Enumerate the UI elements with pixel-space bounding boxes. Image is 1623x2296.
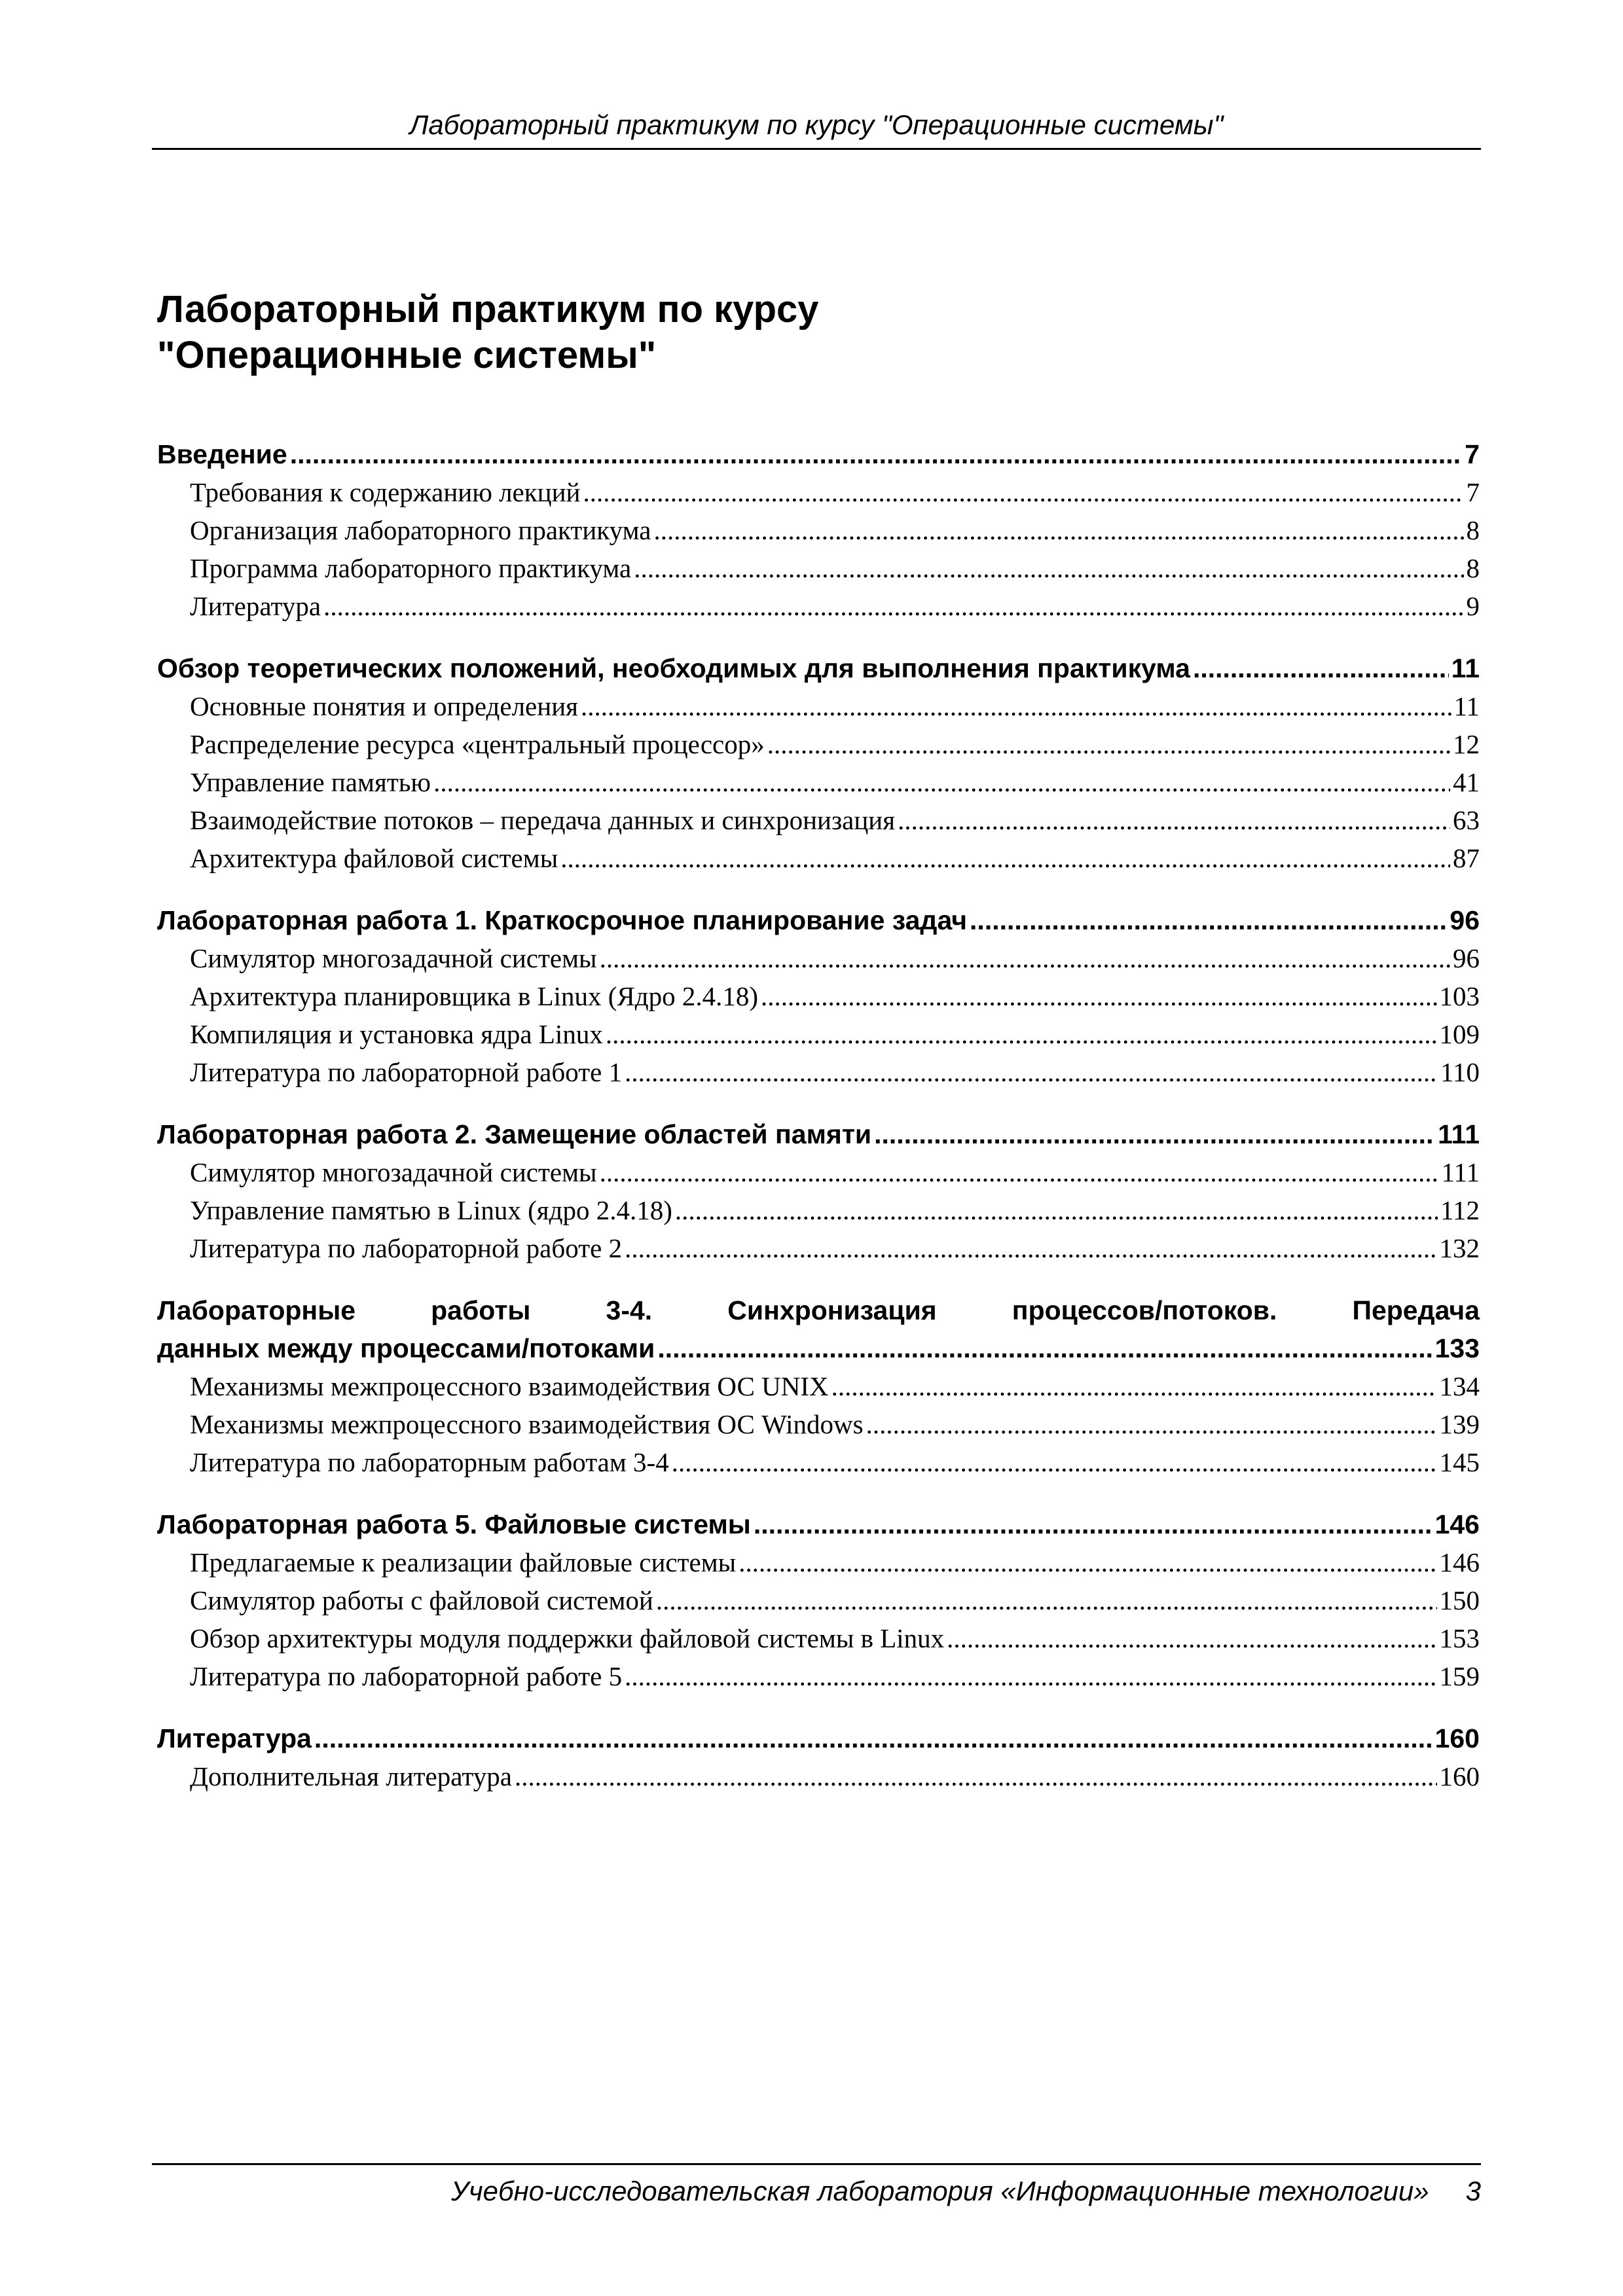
toc-entry[interactable] bbox=[157, 511, 1480, 549]
dot-leader bbox=[653, 511, 1463, 549]
toc-entry[interactable] bbox=[157, 1619, 1480, 1657]
dot-leader bbox=[625, 1657, 1436, 1695]
toc-chapter-page: 96 bbox=[1450, 905, 1480, 935]
dot-leader bbox=[433, 763, 1450, 801]
dot-leader bbox=[634, 549, 1463, 587]
dot-leader bbox=[672, 1443, 1437, 1481]
toc-entry[interactable] bbox=[157, 801, 1480, 839]
dot-leader bbox=[515, 1757, 1437, 1795]
running-header: Лабораторный практикум по курсу "Операционные системы" bbox=[409, 109, 1224, 140]
page-number: 3 bbox=[1465, 2176, 1481, 2206]
toc-entry-title: Литература bbox=[190, 591, 321, 621]
table-of-contents bbox=[157, 435, 1480, 1795]
toc-entry[interactable] bbox=[157, 687, 1480, 725]
dot-leader bbox=[581, 687, 1451, 725]
toc-entry-page: 150 bbox=[1439, 1585, 1480, 1615]
toc-entry-page: 87 bbox=[1453, 843, 1480, 873]
toc-entry-page: 132 bbox=[1439, 1233, 1480, 1263]
toc-entry[interactable] bbox=[157, 1229, 1480, 1267]
toc-entry[interactable] bbox=[157, 1757, 1480, 1795]
toc-entry-title: Архитектура файловой системы bbox=[190, 843, 558, 873]
toc-chapter-page: 160 bbox=[1434, 1723, 1480, 1753]
toc-chapter-title-line-2: данных между процессами/потоками bbox=[157, 1333, 655, 1363]
toc-chapter-page: 111 bbox=[1438, 1119, 1480, 1149]
toc-entry-page: 139 bbox=[1439, 1409, 1480, 1439]
toc-entry[interactable] bbox=[157, 1191, 1480, 1229]
toc-entry-page: 12 bbox=[1453, 729, 1480, 759]
toc-entry[interactable] bbox=[157, 473, 1480, 511]
toc-entry-page: 9 bbox=[1466, 591, 1480, 621]
page-title bbox=[157, 287, 1467, 378]
title-line-1: Лабораторный практикум по курсу bbox=[157, 288, 819, 331]
toc-entry[interactable] bbox=[157, 1405, 1480, 1443]
toc-entry-page: 63 bbox=[1453, 805, 1480, 835]
toc-entry-title: Симулятор многозадачной системы bbox=[190, 943, 597, 973]
toc-entry-title: Литература по лабораторной работе 1 bbox=[190, 1057, 623, 1087]
toc-entry-title: Архитектура планировщика в Linux (Ядро 2.4.18) bbox=[190, 981, 759, 1011]
title-line-2: "Операционные системы" bbox=[157, 334, 657, 376]
toc-entry-page: 111 bbox=[1441, 1157, 1480, 1187]
toc-entry-title: Литература по лабораторной работе 2 bbox=[190, 1233, 623, 1263]
dot-leader bbox=[560, 839, 1450, 877]
toc-entry-title: Управление памятью bbox=[190, 767, 431, 797]
toc-entry-page: 160 bbox=[1439, 1761, 1480, 1791]
toc-entry[interactable] bbox=[157, 587, 1480, 625]
toc-entry-title: Распределение ресурса «центральный процессор» bbox=[190, 729, 765, 759]
toc-entry-page: 146 bbox=[1439, 1547, 1480, 1577]
toc-entry[interactable] bbox=[157, 763, 1480, 801]
toc-entry-title: Организация лабораторного практикума bbox=[190, 515, 651, 545]
toc-entry[interactable] bbox=[157, 839, 1480, 877]
toc-entry-title: Основные понятия и определения bbox=[190, 691, 578, 721]
toc-entry[interactable] bbox=[157, 1153, 1480, 1191]
dot-leader bbox=[739, 1543, 1436, 1581]
toc-entry[interactable] bbox=[157, 549, 1480, 587]
toc-entry[interactable] bbox=[157, 1053, 1480, 1091]
toc-chapter-title: Лабораторная работа 5. Файловые системы bbox=[157, 1509, 751, 1539]
toc-entry-page: 8 bbox=[1466, 515, 1480, 545]
dot-leader bbox=[831, 1367, 1437, 1405]
toc-chapter-page: 133 bbox=[1434, 1333, 1480, 1363]
toc-entry-title: Симулятор многозадачной системы bbox=[190, 1157, 597, 1187]
dot-leader bbox=[656, 1581, 1437, 1619]
toc-entry-title: Симулятор работы с файловой системой bbox=[190, 1585, 653, 1615]
toc-entry-page: 112 bbox=[1440, 1195, 1480, 1225]
toc-entry[interactable] bbox=[157, 1657, 1480, 1695]
toc-entry-title: Управление памятью в Linux (ядро 2.4.18) bbox=[190, 1195, 672, 1225]
toc-entry-title: Литература по лабораторной работе 5 bbox=[190, 1661, 623, 1691]
toc-entry[interactable] bbox=[157, 725, 1480, 763]
footer-text: Учебно-исследовательская лаборатория «Информационные технологии» bbox=[451, 2176, 1429, 2206]
toc-chapter-page: 11 bbox=[1451, 653, 1480, 683]
toc-entry-title: Обзор архитектуры модуля поддержки файловой системы в Linux bbox=[190, 1623, 945, 1653]
toc-chapter-title: Литература bbox=[157, 1723, 312, 1753]
toc-entry[interactable] bbox=[157, 1443, 1480, 1481]
toc-entry-page: 159 bbox=[1439, 1661, 1480, 1691]
dot-leader bbox=[675, 1191, 1438, 1229]
dot-leader bbox=[600, 939, 1450, 977]
dot-leader bbox=[1193, 649, 1449, 687]
toc-entry-page: 103 bbox=[1439, 981, 1480, 1011]
toc-entry[interactable] bbox=[157, 1581, 1480, 1619]
toc-chapter[interactable] bbox=[157, 649, 1480, 687]
toc-chapter-title: Лабораторная работа 1. Краткосрочное планирование задач bbox=[157, 905, 968, 935]
toc-entry-title: Взаимодействие потоков – передача данных и синхронизация bbox=[190, 805, 896, 835]
toc-entry[interactable] bbox=[157, 939, 1480, 977]
toc-chapter[interactable] bbox=[157, 1505, 1480, 1543]
running-footer bbox=[152, 2174, 1481, 2208]
dot-leader bbox=[947, 1619, 1436, 1657]
toc-entry-title: Механизмы межпроцессного взаимодействия ОС Windows bbox=[190, 1409, 864, 1439]
dot-leader bbox=[625, 1053, 1438, 1091]
dot-leader bbox=[323, 587, 1463, 625]
dot-leader bbox=[606, 1015, 1437, 1053]
toc-entry-title: Программа лабораторного практикума bbox=[190, 553, 632, 583]
dot-leader bbox=[290, 435, 1463, 473]
toc-chapter[interactable] bbox=[157, 1291, 1480, 1367]
dot-leader bbox=[866, 1405, 1437, 1443]
toc-entry-page: 11 bbox=[1453, 691, 1480, 721]
toc-chapter-title: Введение bbox=[157, 439, 287, 469]
toc-entry[interactable] bbox=[157, 1543, 1480, 1581]
toc-chapter-page: 7 bbox=[1465, 439, 1480, 469]
dot-leader bbox=[970, 901, 1447, 939]
toc-chapter-page: 146 bbox=[1434, 1509, 1480, 1539]
dot-leader bbox=[657, 1329, 1432, 1367]
toc-entry-page: 8 bbox=[1466, 553, 1480, 583]
toc-entry-page: 109 bbox=[1439, 1019, 1480, 1049]
dot-leader bbox=[314, 1719, 1432, 1757]
dot-leader bbox=[625, 1229, 1436, 1267]
toc-entry-title: Механизмы межпроцессного взаимодействия ОС UNIX bbox=[190, 1371, 829, 1401]
toc-chapter-title: Обзор теоретических положений, необходимых для выполнения практикума bbox=[157, 653, 1190, 683]
toc-chapter-title-line-1: Лабораторные работы 3-4. Синхронизация процессов/потоков. Передача bbox=[157, 1295, 1480, 1325]
toc-entry-page: 96 bbox=[1453, 943, 1480, 973]
dot-leader bbox=[583, 473, 1463, 511]
toc-entry-page: 153 bbox=[1439, 1623, 1480, 1653]
toc-chapter[interactable] bbox=[157, 1719, 1480, 1757]
toc-entry-page: 110 bbox=[1440, 1057, 1480, 1087]
toc-entry[interactable] bbox=[157, 1367, 1480, 1405]
footer-divider bbox=[152, 2163, 1481, 2165]
toc-entry-page: 145 bbox=[1439, 1447, 1480, 1477]
toc-entry-title: Предлагаемые к реализации файловые системы bbox=[190, 1547, 737, 1577]
toc-entry[interactable] bbox=[157, 1015, 1480, 1053]
toc-chapter[interactable] bbox=[157, 1115, 1480, 1153]
toc-entry-page: 41 bbox=[1453, 767, 1480, 797]
dot-leader bbox=[754, 1505, 1432, 1543]
dot-leader bbox=[767, 725, 1450, 763]
toc-entry[interactable] bbox=[157, 977, 1480, 1015]
toc-entry-title: Компиляция и установка ядра Linux bbox=[190, 1019, 603, 1049]
toc-chapter[interactable] bbox=[157, 435, 1480, 473]
header-divider bbox=[152, 148, 1481, 150]
toc-entry-title: Требования к содержанию лекций bbox=[190, 477, 581, 507]
toc-entry-title: Дополнительная литература bbox=[190, 1761, 512, 1791]
dot-leader bbox=[898, 801, 1450, 839]
dot-leader bbox=[600, 1153, 1439, 1191]
dot-leader bbox=[874, 1115, 1435, 1153]
dot-leader bbox=[761, 977, 1436, 1015]
toc-entry-page: 134 bbox=[1439, 1371, 1480, 1401]
toc-entry-page: 7 bbox=[1466, 477, 1480, 507]
toc-entry-title: Литература по лабораторным работам 3-4 bbox=[190, 1447, 669, 1477]
toc-chapter[interactable] bbox=[157, 901, 1480, 939]
toc-chapter-title: Лабораторная работа 2. Замещение областей памяти bbox=[157, 1119, 872, 1149]
